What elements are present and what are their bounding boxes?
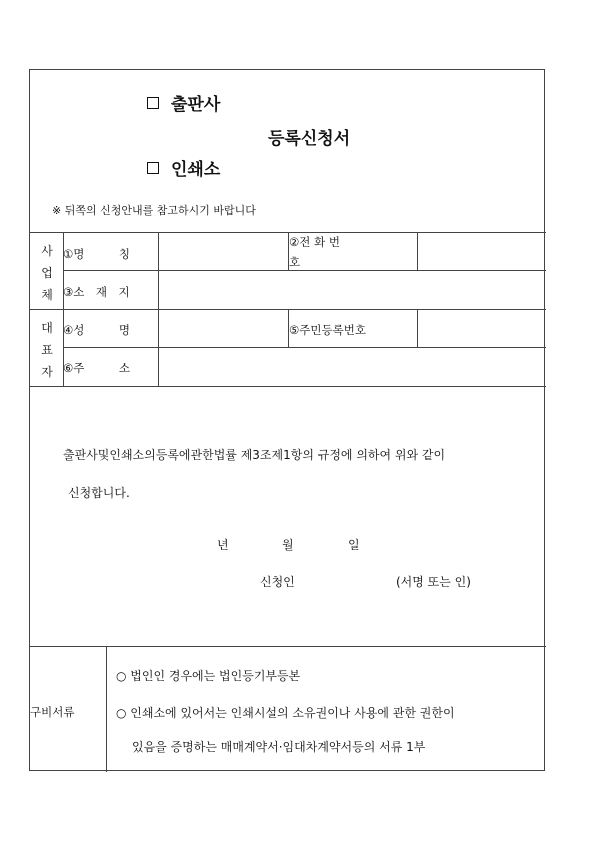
representative-address-label: ⑥주 소 — [63, 361, 131, 375]
business-name-field[interactable] — [159, 233, 287, 269]
business-location-label: ③소 재 지 — [63, 285, 130, 299]
divider — [30, 646, 546, 647]
printer-checkbox[interactable] — [147, 162, 159, 174]
documents-item-2: ○ 인쇄소에 있어서는 인쇄시설의 소유권이나 사용에 관한 권한이 — [116, 706, 455, 720]
title-publisher: 출판사 — [147, 90, 220, 115]
date-month-label: 월 — [282, 538, 294, 552]
date-day-label: 일 — [348, 538, 360, 552]
representative-id-field[interactable] — [418, 310, 545, 346]
representative-name-field[interactable] — [159, 310, 287, 346]
representative-side-label: 대 표 자 — [41, 321, 53, 379]
publisher-checkbox[interactable] — [147, 97, 159, 109]
divider — [106, 646, 107, 772]
business-phone-label: ②전 화 번 — [289, 235, 340, 249]
signature-label: (서명 또는 인) — [396, 575, 471, 589]
date-year-label: 년 — [217, 538, 229, 552]
documents-label: 구비서류 — [30, 705, 75, 719]
declaration-line-1: 출판사및인쇄소의등록에관한법률 제3조제1항의 규정에 의하여 위와 같이 — [63, 448, 446, 462]
business-location-field[interactable] — [159, 271, 545, 308]
registration-form — [29, 69, 545, 771]
representative-address-field[interactable] — [159, 348, 545, 385]
documents-item-2-cont: 있음을 증명하는 매매계약서·임대차계약서등의 서류 1부 — [132, 740, 426, 754]
title-registration: 등록신청서 — [268, 129, 351, 149]
business-side-label: 사 업 체 — [41, 244, 53, 302]
business-phone-field[interactable] — [418, 233, 545, 269]
notice-text: ※ 뒤쪽의 신청안내를 참고하시기 바랍니다 — [52, 204, 256, 217]
divider — [30, 386, 546, 387]
title-printer: 인쇄소 — [147, 155, 220, 180]
representative-name-label: ④성 명 — [63, 323, 131, 337]
representative-id-label: ⑤주민등록번호 — [289, 323, 366, 337]
business-phone-label-cont: 호 — [289, 255, 301, 269]
declaration-line-2: 신청합니다. — [68, 486, 130, 500]
documents-item-1: ○ 법인인 경우에는 법인등기부등본 — [116, 669, 301, 683]
applicant-label: 신청인 — [260, 575, 295, 589]
business-name-label: ①명 칭 — [63, 247, 131, 261]
